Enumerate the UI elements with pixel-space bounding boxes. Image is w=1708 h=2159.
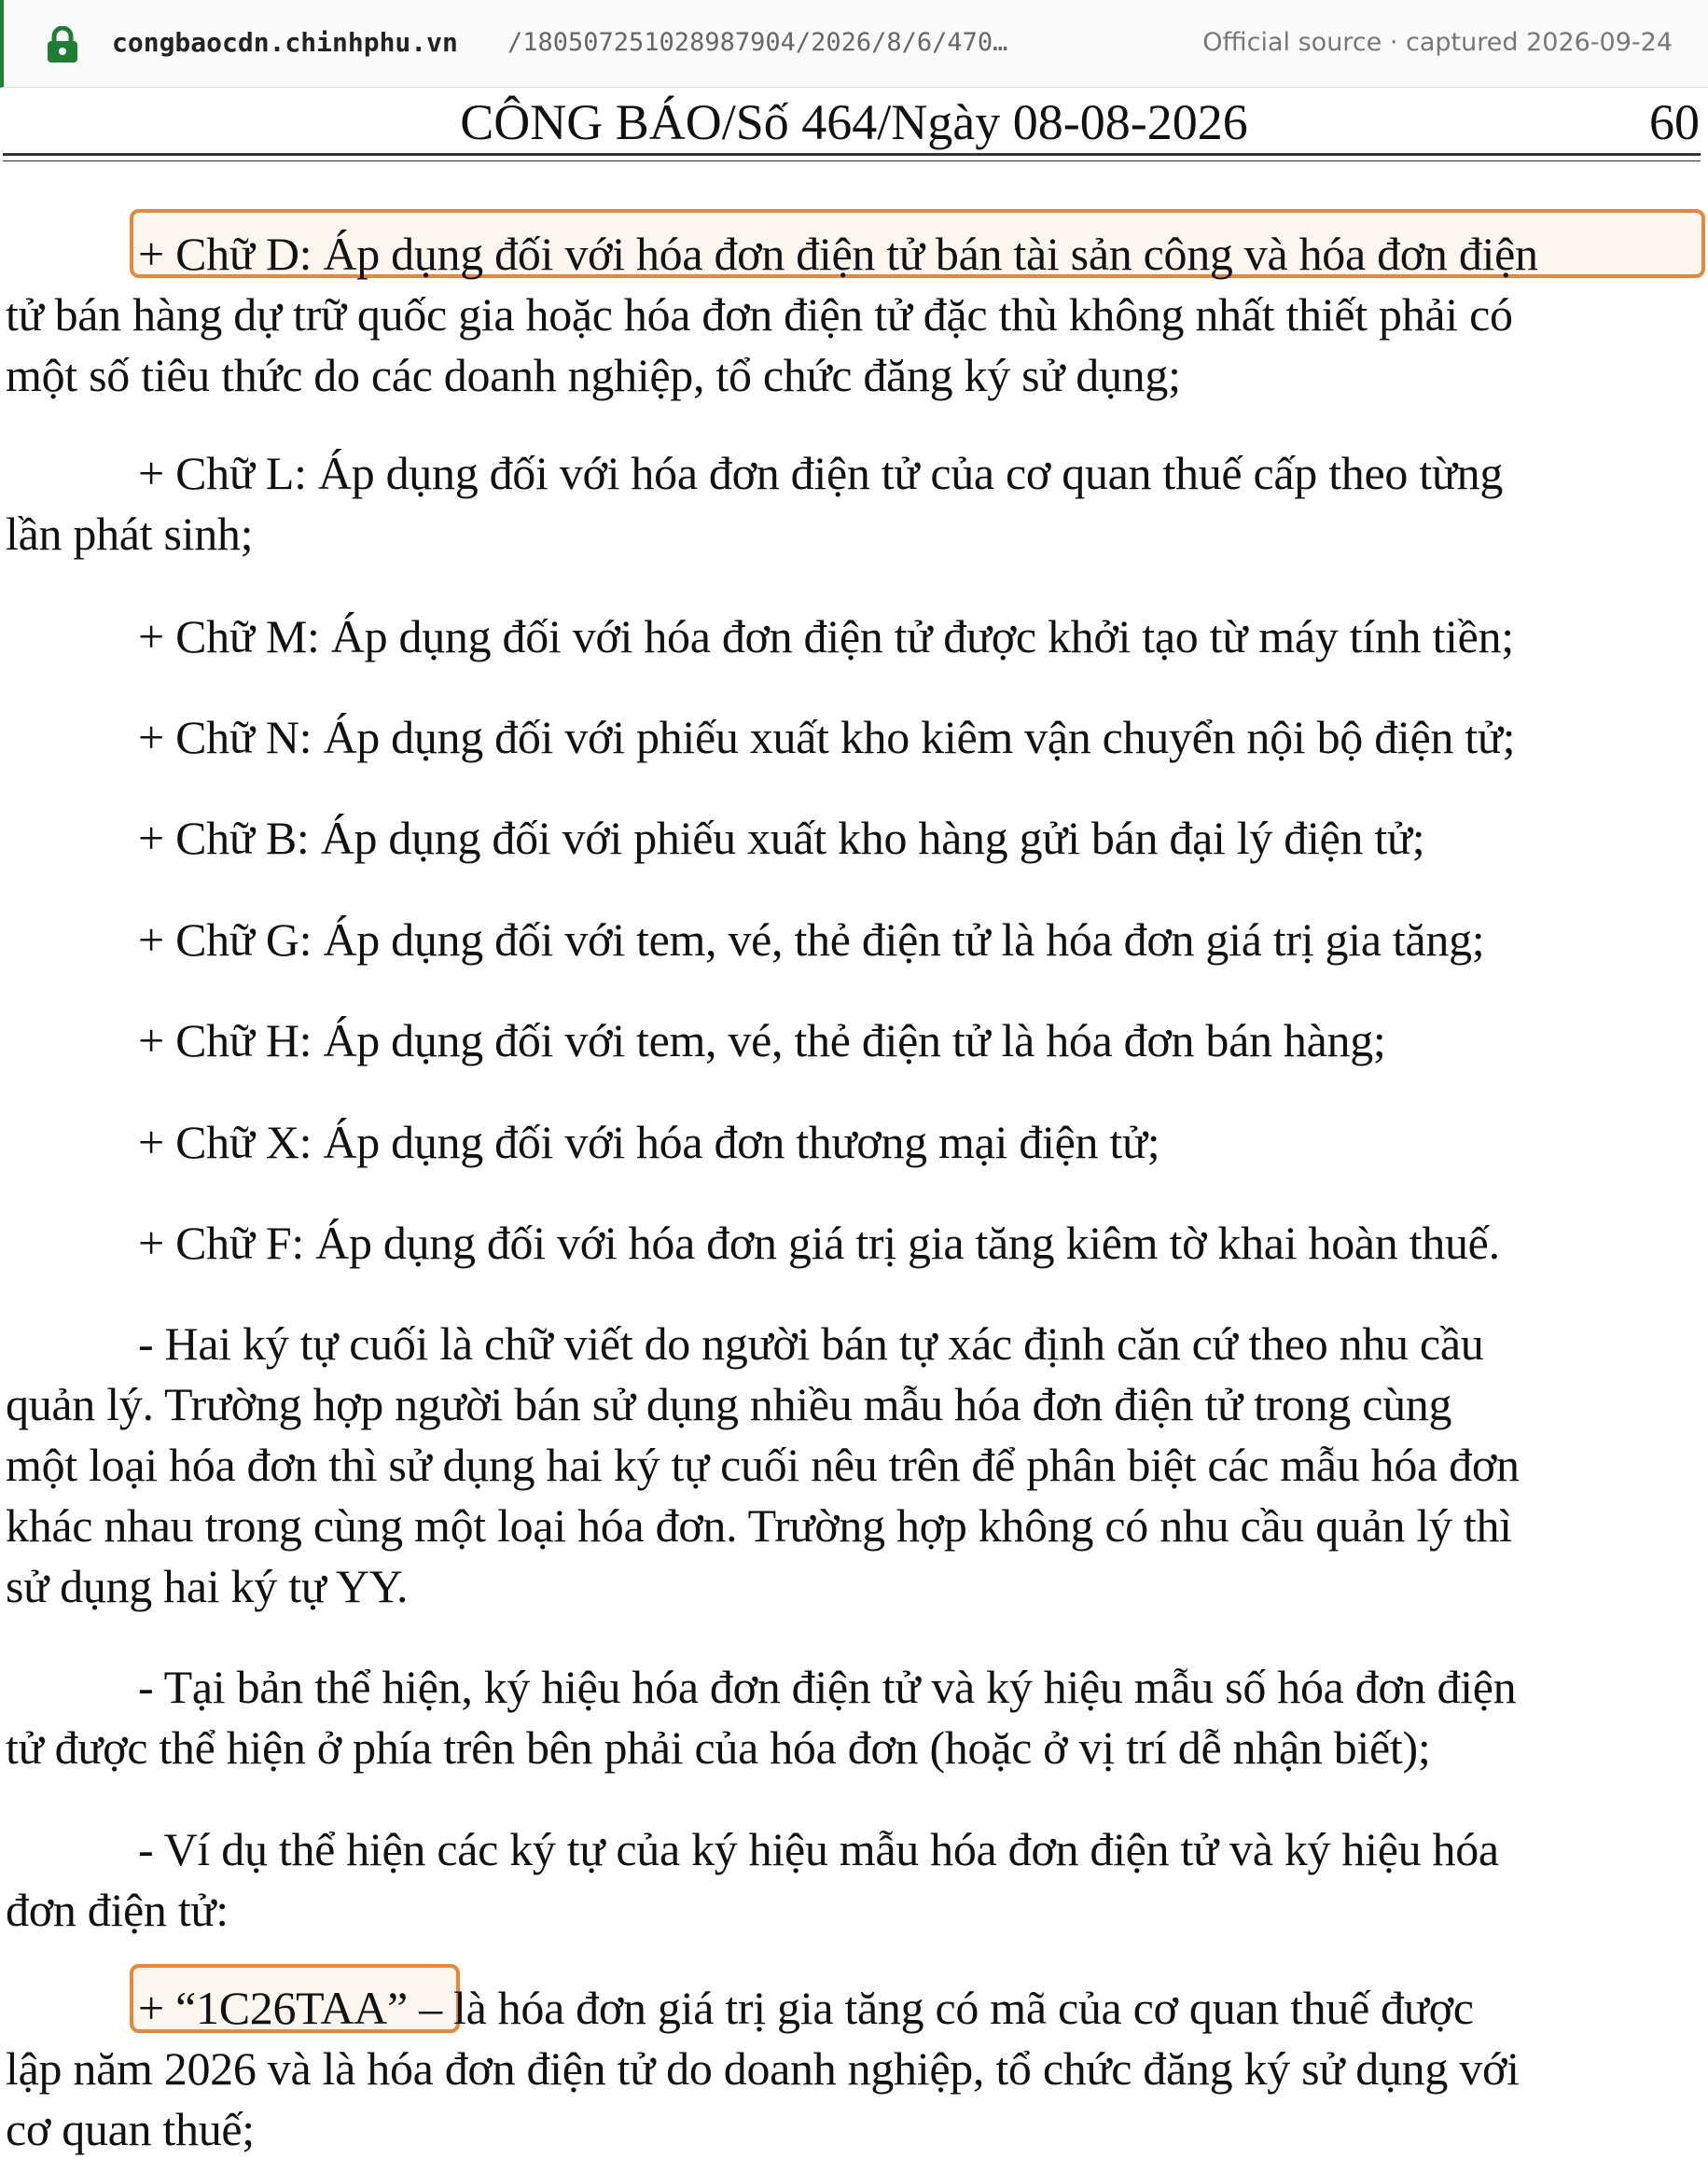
header-rule xyxy=(3,153,1701,156)
text-line: quản lý. Trường hợp người bán sử dụng nhiều mẫu hóa đơn điện tử trong cùng xyxy=(6,1378,1452,1430)
text-line: một loại hóa đơn thì sử dụng hai ký tự cuối nêu trên để phân biệt các mẫu hóa đơn xyxy=(6,1439,1520,1491)
text-line: cơ quan thuế; xyxy=(6,2103,255,2155)
capture-note: Official source · captured 2026-09-24 xyxy=(1202,28,1673,57)
url-path[interactable]: /180507251028987904/2026/8/6/470… xyxy=(507,28,1008,57)
text-line: + Chữ F: Áp dụng đối với hóa đơn giá trị gia tăng kiêm tờ khai hoàn thuế. xyxy=(138,1217,1500,1269)
url-host[interactable]: congbaocdn.chinhphu.vn xyxy=(112,27,458,58)
text-line: - Hai ký tự cuối là chữ viết do người bán tự xác định căn cứ theo nhu cầu xyxy=(138,1317,1484,1370)
text-line: + Chữ L: Áp dụng đối với hóa đơn điện tử của cơ quan thuế cấp theo từng xyxy=(138,447,1504,499)
text-line: + Chữ G: Áp dụng đối với tem, vé, thẻ điện tử là hóa đơn giá trị gia tăng; xyxy=(138,913,1485,966)
text-line: + Chữ X: Áp dụng đối với hóa đơn thương mại điện tử; xyxy=(138,1116,1160,1168)
header-rule-thin xyxy=(3,160,1701,161)
text-line: + Chữ M: Áp dụng đối với hóa đơn điện tử được khởi tạo từ máy tính tiền; xyxy=(138,610,1514,662)
lock-icon xyxy=(45,26,80,63)
text-line: + Chữ D: Áp dụng đối với hóa đơn điện tử bán tài sản công và hóa đơn điện xyxy=(138,228,1538,280)
page-number: 60 xyxy=(1649,94,1700,150)
text-line: lập năm 2026 và là hóa đơn điện tử do doanh nghiệp, tổ chức đăng ký sử dụng với xyxy=(6,2042,1520,2095)
text-line: tử được thể hiện ở phía trên bên phải của hóa đơn (hoặc ở vị trí dễ nhận biết); xyxy=(6,1721,1431,1774)
text-line: lần phát sinh; xyxy=(6,508,254,560)
text-line: + Chữ B: Áp dụng đối với phiếu xuất kho hàng gửi bán đại lý điện tử; xyxy=(138,812,1425,864)
text-line: - Tại bản thể hiện, ký hiệu hóa đơn điện tử và ký hiệu mẫu số hóa đơn điện xyxy=(138,1661,1517,1713)
text-line: + Chữ H: Áp dụng đối với tem, vé, thẻ điện tử là hóa đơn bán hàng; xyxy=(138,1014,1386,1066)
text-line: khác nhau trong cùng một loại hóa đơn. Trường hợp không có nhu cầu quản lý thì xyxy=(6,1499,1512,1552)
text-line: tử bán hàng dự trữ quốc gia hoặc hóa đơn điện tử đặc thù không nhất thiết phải có xyxy=(6,288,1513,341)
address-bar[interactable] xyxy=(0,0,1708,88)
text-line: + Chữ N: Áp dụng đối với phiếu xuất kho kiêm vận chuyển nội bộ điện tử; xyxy=(138,711,1516,763)
text-line: đơn điện tử: xyxy=(6,1884,229,1936)
text-line: - Ví dụ thể hiện các ký tự của ký hiệu mẫu hóa đơn điện tử và ký hiệu hóa xyxy=(138,1823,1499,1875)
text-line: sử dụng hai ký tự YY. xyxy=(6,1560,409,1612)
text-line: + “1C26TAA” – là hóa đơn giá trị gia tăng có mã của cơ quan thuế được xyxy=(138,1982,1474,2034)
gazette-header-title: CÔNG BÁO/Số 464/Ngày 08-08-2026 xyxy=(460,94,1248,150)
text-line: một số tiêu thức do các doanh nghiệp, tổ chức đăng ký sử dụng; xyxy=(6,349,1181,401)
